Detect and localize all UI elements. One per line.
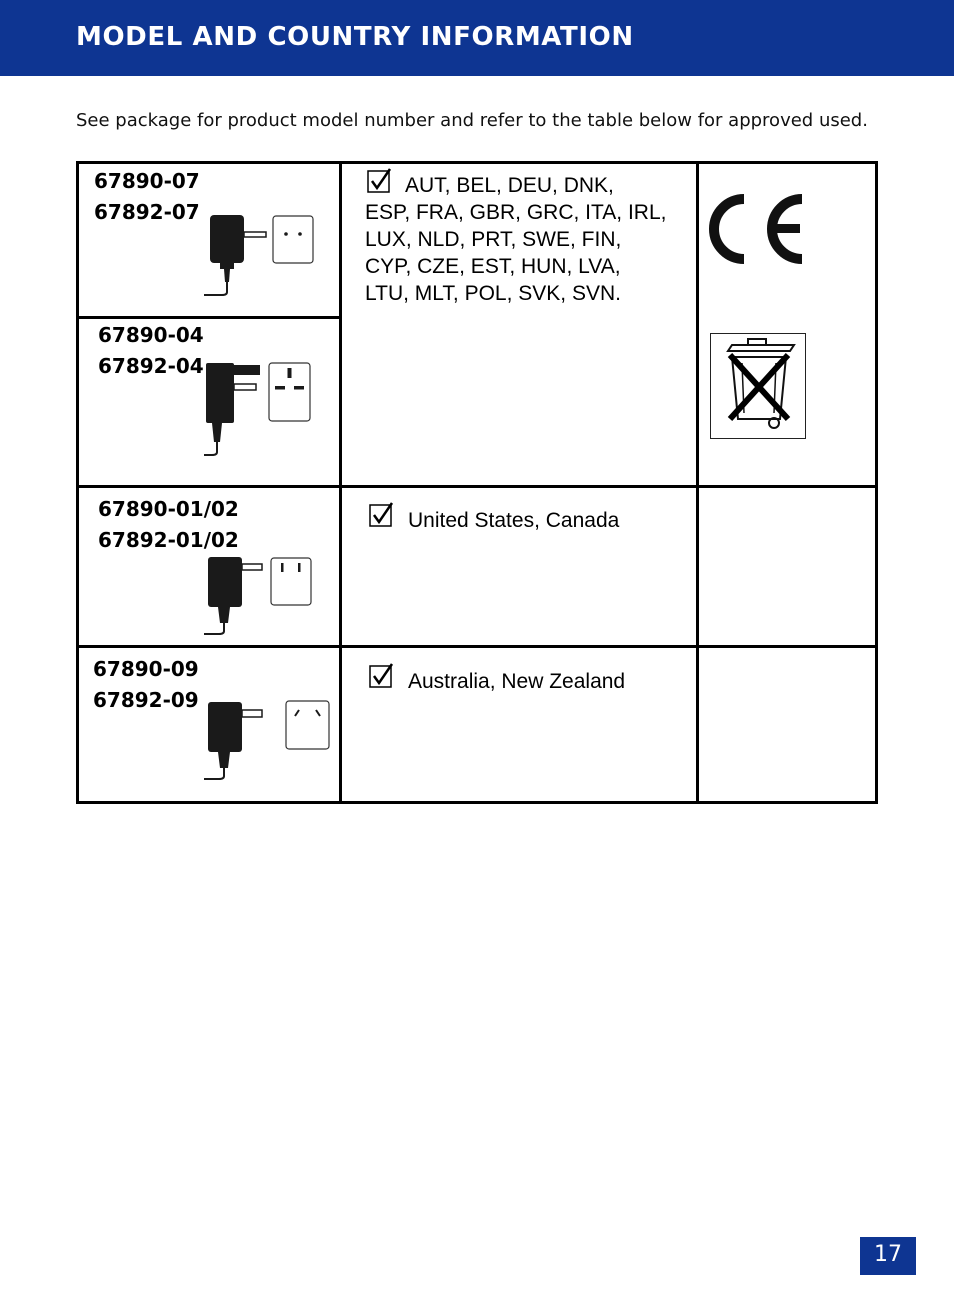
table-border-left (76, 161, 79, 804)
table-border-top (76, 161, 878, 164)
ce-mark (708, 193, 808, 265)
euro-adapter-icon (198, 212, 270, 298)
table-border-right (875, 161, 878, 804)
header-bar (0, 0, 954, 76)
approved-countries: United States, Canada (408, 509, 620, 532)
table-row-divider (76, 645, 878, 648)
model-number: 67890-09 (93, 657, 199, 681)
us-adapter-icon (198, 555, 270, 637)
intro-text: See package for product model number and refer to the table below for approved used. (76, 110, 868, 131)
au-socket-icon (285, 700, 330, 750)
table-border-bottom (76, 801, 878, 804)
page-number-badge (860, 1237, 916, 1275)
model-number: 67890-01/02 (98, 497, 239, 521)
table-row-divider (76, 316, 342, 319)
euro-socket-icon (272, 215, 314, 264)
table-row-divider (76, 485, 878, 488)
table-column-divider (696, 161, 699, 804)
model-number: 67890-07 (94, 169, 200, 193)
us-socket-icon (270, 557, 312, 606)
model-number: 67892-01/02 (98, 528, 239, 552)
model-number: 67892-04 (98, 354, 204, 378)
uk-socket-icon (268, 362, 311, 422)
au-adapter-icon (198, 700, 270, 782)
model-number: 67890-04 (98, 323, 204, 347)
checkbox-checked-icon (369, 663, 395, 689)
checkbox-checked-icon (369, 502, 395, 528)
uk-adapter-icon (200, 360, 266, 458)
model-number: 67892-07 (94, 200, 200, 224)
page-number: 17 (874, 1242, 902, 1267)
model-number: 67892-09 (93, 688, 199, 712)
approved-countries: AUT, BEL, DEU, DNK, ESP, FRA, GBR, GRC, ITA, IRL, LUX, NLD, PRT, SWE, FIN, CYP, CZE, EST, HUN, LVA, LTU, MLT, POL, SVK, SVN. (365, 174, 667, 305)
weee-crossed-bin-icon (710, 333, 806, 439)
table-column-divider (339, 161, 342, 804)
page-title: MODEL AND COUNTRY INFORMATION (76, 22, 634, 52)
approved-countries: Australia, New Zealand (408, 670, 626, 693)
